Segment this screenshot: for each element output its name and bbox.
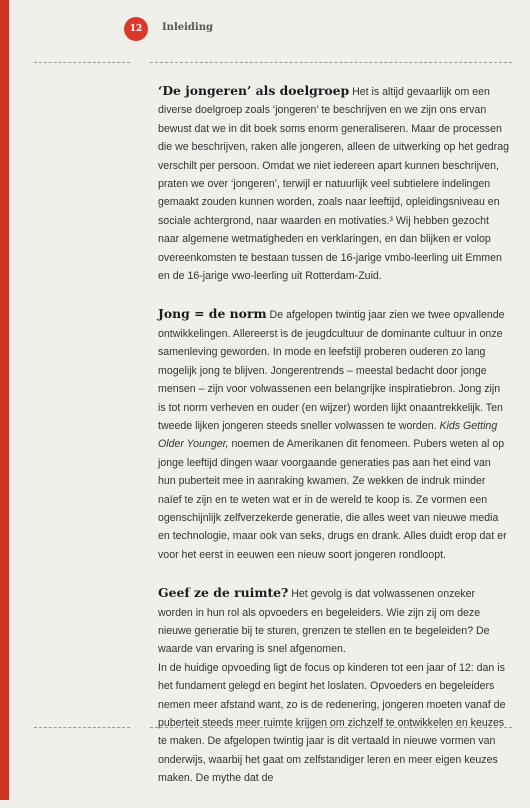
paragraph-text: In de huidige opvoeding ligt de focus op kinderen tot een jaar of 12: dan is het fundament gelegd en begint het loslaten. Opvoeders en begeleiders nemen meer afstand want, zo is de redenering, jongeren moeten vanaf de puberteit steeds meer ruimte krijgen om zichzelf te ontwikkelen en keuzes te maken. De afgelopen twintig jaar is dit vertaald in nieuwe vormen van onderwijs, waarbij het gaat om zelfstandiger leren en meer eigen keuzes maken. De mythe dat de (158, 661, 506, 785)
page-number-badge (124, 17, 148, 41)
section-doelgroep (158, 82, 510, 285)
bottom-divider-right (150, 727, 512, 728)
chapter-title: Inleiding (162, 22, 213, 33)
paragraph (158, 584, 510, 659)
paragraph-text: Het gevolg is dat volwassenen onzeker worden in hun rol als opvoeders en begeleiders. Wie zijn zij om deze nieuwe generatie bij te sturen, grenzen te stellen en te begeleiden? De waarde van ervaring is snel afgenomen. (158, 588, 490, 656)
paragraph-text: Het is altijd gevaarlijk om een diverse doelgroep zoals ‘jongeren’ te beschrijven en we zijn ons ervan bewust dat we in dit boek soms enorm generaliseren. Maar de processen die we beschrijven, raken alle jongeren, alleen de uitwerking op het gedrag verschilt per persoon. Omdat we niet iedereen apart kunnen beschrijven, praten we over ‘jongeren’, terwijl er natuurlijk veel subtielere indelingen gemaakt zouden kunnen worden, zoals naar leeftijd, opleidingsniveau en sociale achtergrond, naar waarden en motivaties.³ Wij hebben gezocht naar algemene wetmatigheden en verklaringen, en dan blijken er volop overeenkomsten te bestaan tussen de 16-jarige vmbo-leerling uit Emmen en de 16-jarige vwo-leerling uit Rotterdam-Zuid. (158, 86, 509, 283)
paragraph (158, 659, 510, 788)
bottom-divider-left (34, 727, 130, 728)
top-divider-right (150, 62, 512, 63)
section-heading: Jong = de norm (158, 306, 267, 322)
paragraph (158, 82, 510, 285)
section-heading: ‘De jongeren’ als doelgroep (158, 83, 350, 98)
paragraph-text-continued: noemen de Amerikanen dit fenomeen. Pubers weten al op jonge leeftijd dingen waar voorgaande generaties pas aan het eind van hun puberteit mee in aanraking kwamen. Ze wekken de indruk minder naïef te zijn en te weten wat er in de wereld te koop is. Ze vormen een ogenschijnlijk zelfverzekerde generatie, die alles weet van nieuwe media en technologie, maar ook van seks, drugs en drank. Alles duidt erop dat er voor het eerst in eeuwen een nieuw soort jongeren rondloopt. (158, 438, 507, 561)
body-text (158, 82, 510, 808)
page-edge-bar (0, 0, 9, 800)
section-heading: Geef ze de ruimte? (158, 585, 289, 601)
section-ruimte (158, 584, 510, 787)
top-divider-left (34, 62, 130, 63)
italic-phrase: Kids Getting Older Younger, (158, 419, 498, 451)
paragraph (158, 305, 510, 564)
section-jong-norm (158, 305, 510, 564)
page-number: 12 (129, 24, 143, 34)
paragraph-text: De afgelopen twintig jaar zien we twee opvallende ontwikkelingen. Allereerst is de jeugdcultuur de dominante cultuur in onze samenleving geworden. In mode en leefstijl proberen ouderen zo lang mogelijk jong te blijven. Jongerentrends – meestal bedacht door jonge mensen – zijn voor volwassenen een belangrijke inspiratiebron. Jong zijn is tot norm verheven en ouder (en wijzer) worden lijkt onaantrekkelijk. Ten tweede lijken jongeren steeds sneller volwassen te worden. (158, 309, 505, 432)
